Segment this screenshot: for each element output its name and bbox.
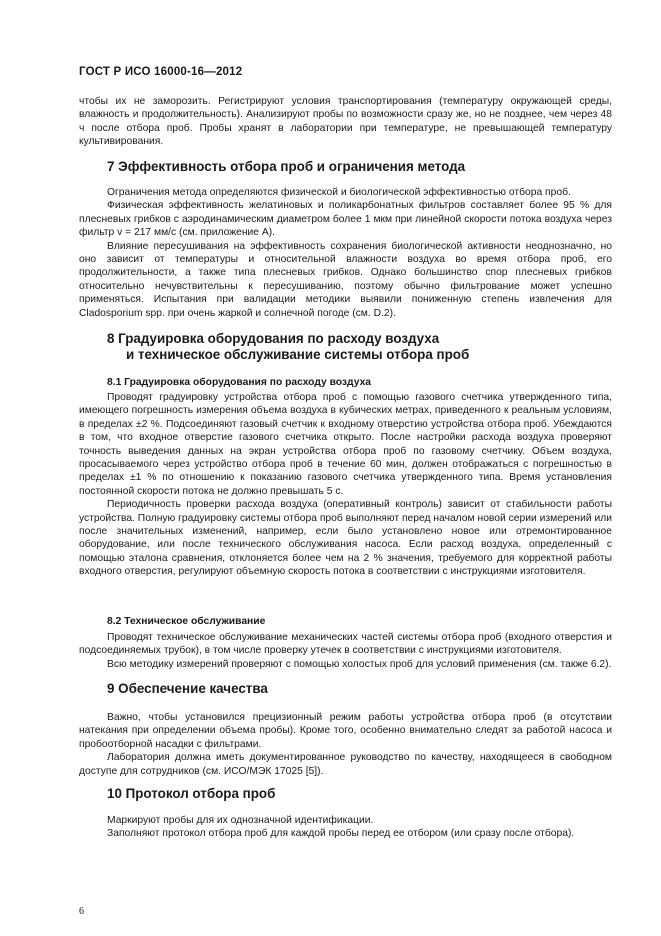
section-9-title: 9 Обеспечение качества [107, 681, 268, 696]
document-header: ГОСТ Р ИСО 16000-16—2012 [79, 66, 243, 78]
subsection-8-2-body [79, 631, 612, 671]
section-7-paragraph-2: Физическая эффективность желатиновых и поликарбонатных фильтров составляет более 95 % для плесневых грибков с аэродинамическим диаметром более 1 мкм при линейной скорости потока воздуха через фильтр v = 217 мм/с (см. приложение А). [79, 200, 612, 239]
subsection-8-2-paragraph-1: Проводят техническое обслуживание механических частей системы отбора проб (входного отверстия и подсоединяемых трубок), в том числе проверку утечек в соответствии с инструкциями изготовителя. [79, 632, 612, 657]
subsection-8-2-title: 8.2 Техническое обслуживание [107, 616, 266, 627]
section-7-paragraph-1: Ограничения метода определяются физической и биологической эффективностью отбора проб. [107, 187, 571, 198]
intro-text [79, 95, 612, 149]
section-9-paragraph-2: Лаборатория должна иметь документированное руководство по качеству, находящееся в свободном доступе для сотрудников (см. ИСО/МЭК 17025 [5]). [79, 752, 612, 777]
page-number: 6 [79, 906, 84, 917]
section-8-title [107, 331, 469, 363]
subsection-8-1-body [79, 391, 612, 579]
section-10-body [79, 814, 612, 841]
intro-paragraph: чтобы их не заморозить. Регистрируют условия транспортирования (температуру окружающей среды, влажность и продолжительность). Анализируют пробы по возможности сразу же, но не позднее, чем через 48 ч после отбора проб. Пробы хранят в лаборатории при температуре, не превышающей температуру культивирования. [79, 96, 612, 148]
subsection-8-1-title: 8.1 Градуировка оборудования по расходу воздуха [107, 377, 372, 388]
subsection-8-2-paragraph-2: Всю методику измерений проверяют с помощью холостых проб для условий применения (см. также 6.2). [107, 658, 612, 670]
section-8-title-line-2: и техническое обслуживание системы отбора проб [126, 347, 470, 362]
section-10-title: 10 Протокол отбора проб [107, 786, 276, 801]
section-7-paragraph-3: Влияние пересушивания на эффективность сохранения биологической активности неоднозначно, но оно зависит от температуры и относительной влажности воздуха во время отбора проб, его продолжительности, а также типа плесневых грибков. Однако большинство спор плесневых грибков относительно нечувствительны к пересушиванию, поэтому обычно фильтрование может успешно применяться. Испытания при валидации методики выявили пониженную степень извлечения для Cladosporium spp. при очень жаркой и солнечной погоде (см. D.2). [79, 240, 612, 319]
subsection-8-1-paragraph-2: Периодичность проверки расхода воздуха (оперативный контроль) зависит от стабильности работы устройства. Полную градуировку системы отбора проб выполняют перед началом новой серии измерений или после значительных изменений, например, если было установлено новое или отремонтированное оборудование, или после технического обслуживания насоса. Если расход воздуха, определенный с помощью эталона сравнения, отклоняется более чем на 2 % значения, требуемого для корректной работы входного отверстия, регулируют объемную скорость потока в соответствии с инструкциями изготовителя. [79, 499, 612, 578]
section-7-body [79, 186, 612, 320]
section-9-body [79, 711, 612, 778]
subsection-8-1-paragraph-1: Проводят градуировку устройства отбора проб с помощью газового счетчика утвержденного типа, имеющего погрешность измерения объема воздуха в кубических метрах, приведенного к реальным условиям, в пределах ±2 %. Подсоединяют газовый счетчик к входному отверстию устройства отбора проб. Убеждаются в том, что входное отверстие газового счетчика открыто. После настройки расхода воздуха проверяют точность выведения данных на экран устройства отбора проб по газовому счетчику. Объем воздуха, просасываемого через устройство отбора проб в течение 60 мин, должен отображаться с погрешностью в пределах ±1 % по отношению к показанию газового счетчика утвержденного типа. Время установления постоянной скорости потока не должно превышать 5 с. [79, 392, 612, 497]
section-9-paragraph-1: Важно, чтобы установился прецизионный режим работы устройства отбора проб (в отсутствии натекания при определении объема пробы). Кроме того, особенно внимательно следят за работой насоса и пробоотборной насадки с фильтрами. [79, 712, 612, 750]
section-8-title-line-1: 8 Градуировка оборудования по расходу воздуха [107, 331, 440, 346]
section-7-title: 7 Эффективность отбора проб и ограничения метода [107, 159, 466, 174]
section-10-paragraph-2: Заполняют протокол отбора проб для каждой пробы перед ее отбором (или сразу после отбора). [107, 828, 575, 840]
section-10-paragraph-1: Маркируют пробы для их однозначной идентификации. [107, 815, 374, 826]
